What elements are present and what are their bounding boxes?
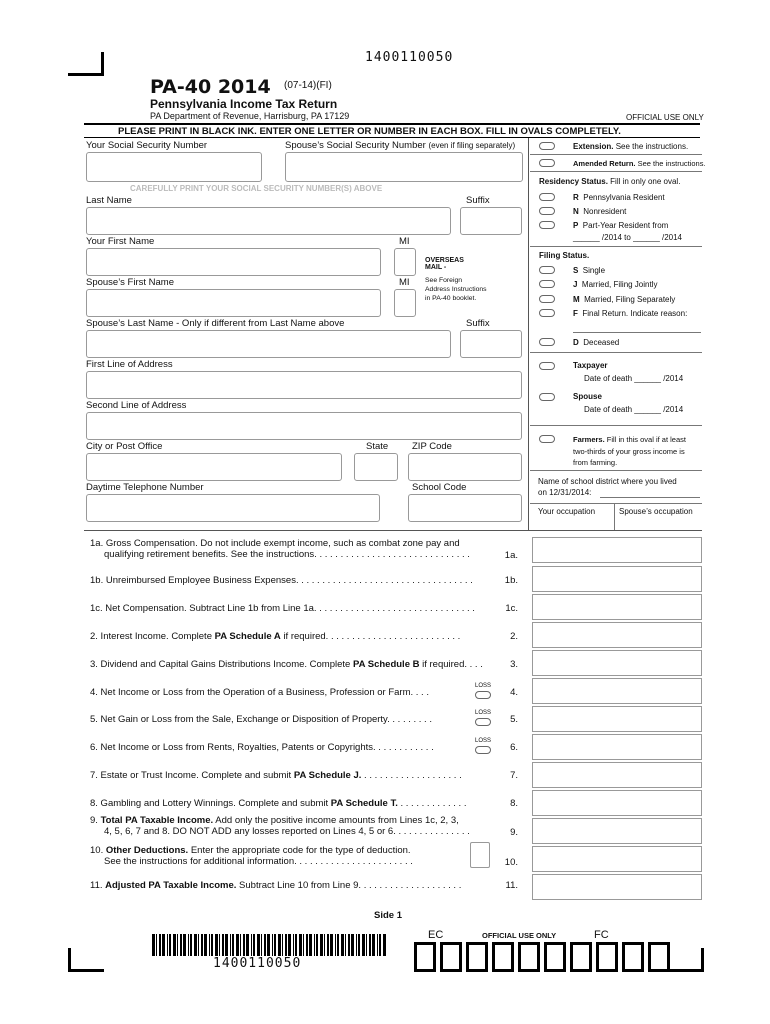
resident-n-oval[interactable] xyxy=(539,207,555,215)
income-line-text-cont: 4, 5, 6, 7 and 8. DO NOT ADD any losses reported on Lines 4, 5 or 6. . . . . . . . . . . . . . . xyxy=(104,826,470,837)
amount-input-9[interactable] xyxy=(532,818,702,844)
income-line-text-cont: qualifying retirement benefits. See the instructions. . . . . . . . . . . . . . . . . . . . . . . . . . . . . . xyxy=(104,549,470,560)
suffix-input[interactable] xyxy=(460,207,522,235)
income-line-text: 1b. Unreimbursed Employee Business Expenses. . . . . . . . . . . . . . . . . . . . . . . . . . . . . . . . . . xyxy=(90,575,473,586)
filing-m-label: M Married, Filing Separately xyxy=(573,295,676,304)
line-number: 2. xyxy=(510,631,518,642)
income-line-text: 11. Adjusted PA Taxable Income. Subtract Line 10 from Line 9. . . . . . . . . . . . . . . . . . . . xyxy=(90,880,462,891)
line-number: 4. xyxy=(510,687,518,698)
income-line-11 xyxy=(90,815,530,839)
barcode-bar xyxy=(159,934,161,956)
resident-r-label: R Pennsylvania Resident xyxy=(573,193,665,202)
barcode-bar xyxy=(285,934,287,956)
official-use-box xyxy=(440,942,462,972)
barcode-bar xyxy=(190,934,192,956)
extension-label: Extension. See the instructions. xyxy=(573,142,689,151)
income-line-13 xyxy=(90,880,530,892)
barcode-bar xyxy=(188,934,189,956)
official-use-top: OFFICIAL USE ONLY xyxy=(626,113,704,122)
barcode-bar xyxy=(236,934,239,956)
income-line-7 xyxy=(90,714,530,726)
form-version: (07-14)(FI) xyxy=(284,80,332,91)
official-use-footer: OFFICIAL USE ONLY xyxy=(482,931,557,940)
barcode-bar xyxy=(306,934,308,956)
registration-mark-top-left xyxy=(68,52,104,76)
rule xyxy=(530,470,702,471)
barcode-bar xyxy=(156,934,157,956)
barcode-bar xyxy=(316,934,318,956)
school-district-label: Name of school district where you lived on 12/31/2014: xyxy=(538,477,677,497)
barcode-bar xyxy=(152,934,155,956)
filing-s-oval[interactable] xyxy=(539,266,555,274)
barcode-bar xyxy=(240,934,241,956)
income-line-text: 8. Gambling and Lottery Winnings. Complete and submit PA Schedule T. . . . . . . . . . . . . . xyxy=(90,798,467,809)
rule xyxy=(530,246,702,247)
resident-p-label: P Part-Year Resident from xyxy=(573,221,669,230)
line-number: 6. xyxy=(510,742,518,753)
barcode-bar xyxy=(204,934,207,956)
barcode-bar xyxy=(211,934,213,956)
taxpayer-death-label: Date of death ______ /2014 xyxy=(584,374,684,383)
amount-input-1a[interactable] xyxy=(532,537,702,563)
amount-input-10[interactable] xyxy=(532,846,702,872)
taxpayer-label: Taxpayer xyxy=(573,361,608,370)
barcode-bar xyxy=(232,934,234,956)
farmers-label: Farmers. Fill in this oval if at least two-thirds of your gross income is from farming. xyxy=(573,435,686,467)
barcode-bar xyxy=(261,934,262,956)
zip-label: ZIP Code xyxy=(412,441,452,452)
official-use-box xyxy=(596,942,618,972)
amount-input-1b[interactable] xyxy=(532,566,702,592)
barcode-bar xyxy=(246,934,249,956)
resident-r-oval[interactable] xyxy=(539,193,555,201)
spouse-suffix-label: Suffix xyxy=(466,318,490,329)
rule xyxy=(530,425,702,426)
income-line-text-cont: See the instructions for additional information. . . . . . . . . . . . . . . . . . . . . . . xyxy=(104,856,413,867)
income-line-8 xyxy=(90,742,530,754)
registration-mark-bottom-right xyxy=(668,948,704,972)
side-label: Side 1 xyxy=(374,910,402,921)
barcode-bar xyxy=(282,934,283,956)
barcode-bar xyxy=(183,934,186,956)
barcode-bar xyxy=(267,934,270,956)
barcode-bar xyxy=(243,934,245,956)
amount-input-8[interactable] xyxy=(532,790,702,816)
income-line-text: 2. Interest Income. Complete PA Schedule A if required. . . . . . . . . . . . . . . . . . . . . . . . . . xyxy=(90,631,461,642)
income-line-6 xyxy=(90,687,530,699)
state-input[interactable] xyxy=(354,453,398,481)
line-number: 7. xyxy=(510,770,518,781)
amount-input-5[interactable] xyxy=(532,706,702,732)
line-number: 8. xyxy=(510,798,518,809)
barcode-bar xyxy=(362,934,365,956)
barcode-bar xyxy=(293,934,294,956)
income-line-text: 6. Net Income or Loss from Rents, Royalties, Patents or Copyrights. . . . . . . . . . . . xyxy=(90,742,434,753)
barcode-bar xyxy=(177,934,178,956)
last-name-label: Last Name xyxy=(86,195,132,206)
barcode-bar xyxy=(309,934,312,956)
registration-mark-top-right xyxy=(668,52,704,76)
amended-oval[interactable] xyxy=(539,159,555,167)
amount-input-11[interactable] xyxy=(532,874,702,900)
form-title: PA-40 2014 xyxy=(150,76,271,98)
income-line-text: 5. Net Gain or Loss from the Sale, Exchange or Disposition of Property. . . . . . . . . xyxy=(90,714,432,725)
first-name-input[interactable] xyxy=(86,248,381,276)
deceased-oval[interactable] xyxy=(539,338,555,346)
official-use-box xyxy=(622,942,644,972)
official-use-box xyxy=(570,942,592,972)
barcode-bar xyxy=(366,934,367,956)
spouse-mi-input[interactable] xyxy=(394,289,416,317)
barcode-bar xyxy=(327,934,329,956)
rule xyxy=(530,503,702,504)
overseas-title: OVERSEAS MAIL - xyxy=(425,257,464,271)
barcode-bar xyxy=(264,934,266,956)
ec-label: EC xyxy=(428,929,444,941)
address1-input[interactable] xyxy=(86,371,522,399)
school-code-input[interactable] xyxy=(408,494,522,522)
amount-input-4[interactable] xyxy=(532,678,702,704)
spouse-ssn-label: Spouse’s Social Security Number (even if filing separately) xyxy=(285,140,516,151)
spouse-last-input[interactable] xyxy=(86,330,451,358)
amount-input-3[interactable] xyxy=(532,650,702,676)
barcode-bar xyxy=(162,934,165,956)
barcode-bar xyxy=(288,934,291,956)
income-line-text: 9. Total PA Taxable Income. Add only the positive income amounts from Lines 1c, 2, 3, xyxy=(90,815,459,826)
amount-input-2[interactable] xyxy=(532,622,702,648)
resident-n-label: N Nonresident xyxy=(573,207,627,216)
income-line-9 xyxy=(90,770,530,782)
barcode-bar xyxy=(303,934,304,956)
ssn-input[interactable] xyxy=(86,152,262,182)
barcode-bar xyxy=(337,934,339,956)
extension-oval[interactable] xyxy=(539,142,555,150)
barcode-bar xyxy=(299,934,302,956)
section-rule xyxy=(84,530,702,531)
filing-j-label: J Married, Filing Jointly xyxy=(573,280,658,289)
rule xyxy=(530,352,702,353)
filing-f-oval[interactable] xyxy=(539,309,555,317)
income-line-text: 7. Estate or Trust Income. Complete and submit PA Schedule J. . . . . . . . . . . . . . . . . . . . xyxy=(90,770,462,781)
income-line-text: 4. Net Income or Loss from the Operation of a Business, Profession or Farm. . . . xyxy=(90,687,429,698)
income-line-5 xyxy=(90,659,530,671)
loss-oval[interactable] xyxy=(475,746,491,754)
barcode-bar xyxy=(230,934,231,956)
barcode-bar xyxy=(356,934,357,956)
loss-label: LOSS xyxy=(475,738,492,744)
barcode-bar xyxy=(209,934,210,956)
barcode-bar xyxy=(341,934,344,956)
rule xyxy=(614,503,615,530)
barcode-bar xyxy=(335,934,336,956)
barcode-bar xyxy=(358,934,360,956)
line-number: 1a. xyxy=(504,550,518,561)
income-line-4 xyxy=(90,631,530,643)
line-number: 10. xyxy=(504,857,518,868)
rule xyxy=(530,154,702,155)
address2-label: Second Line of Address xyxy=(86,400,187,411)
barcode-bar xyxy=(215,934,218,956)
official-use-box xyxy=(518,942,540,972)
suffix-label: Suffix xyxy=(466,195,490,206)
school-district-input[interactable] xyxy=(600,497,700,498)
amount-input-1c[interactable] xyxy=(532,594,702,620)
overseas-text: See Foreign Address Instructions in PA-40 booklet. xyxy=(425,277,487,302)
city-label: City or Post Office xyxy=(86,441,163,452)
farmers-oval[interactable] xyxy=(539,435,555,443)
barcode-number: 1400110050 xyxy=(213,956,302,971)
income-line-1 xyxy=(90,538,530,562)
income-line-3 xyxy=(90,603,530,615)
barcode-bar xyxy=(314,934,315,956)
phone-label: Daytime Telephone Number xyxy=(86,482,204,493)
filing-j-oval[interactable] xyxy=(539,280,555,288)
spouse-ssn-input[interactable] xyxy=(285,152,523,182)
income-line-text: 3. Dividend and Capital Gains Distributions Income. Complete PA Schedule B if required. . . . xyxy=(90,659,483,670)
official-use-box xyxy=(466,942,488,972)
spouse-occupation-label: Spouse’s occupation xyxy=(619,507,693,516)
barcode-bar xyxy=(274,934,276,956)
barcode-bar xyxy=(379,934,381,956)
barcode-bar xyxy=(295,934,297,956)
barcode-bar xyxy=(348,934,350,956)
filing-s-label: S Single xyxy=(573,266,606,275)
filing-m-oval[interactable] xyxy=(539,295,555,303)
barcode-bar xyxy=(225,934,228,956)
official-use-box xyxy=(544,942,566,972)
line-number: 5. xyxy=(510,714,518,725)
banner-rule xyxy=(84,137,700,138)
line-number: 1b. xyxy=(504,575,518,586)
resident-p-oval[interactable] xyxy=(539,221,555,229)
income-line-2 xyxy=(90,575,530,587)
part-year-dates: ______ /2014 to ______ /2014 xyxy=(573,233,683,242)
state-label: State xyxy=(366,441,389,452)
official-use-box xyxy=(414,942,436,972)
form-subtitle: Pennsylvania Income Tax Return xyxy=(150,97,338,111)
deceased-label: D Deceased xyxy=(573,338,620,347)
instructions-banner: PLEASE PRINT IN BLACK INK. ENTER ONE LETTER OR NUMBER IN EACH BOX. FILL IN OVALS COMPLETELY. xyxy=(118,126,621,137)
barcode-bar xyxy=(377,934,378,956)
amount-input-7[interactable] xyxy=(532,762,702,788)
barcode-bar xyxy=(383,934,386,956)
amended-label: Amended Return. See the instructions. xyxy=(573,159,706,168)
barcode-bar xyxy=(330,934,333,956)
spouse-death-label: Date of death ______ /2014 xyxy=(584,405,684,414)
barcode-bar xyxy=(201,934,203,956)
line-number: 9. xyxy=(510,827,518,838)
spouse-label: Spouse xyxy=(573,392,602,401)
deduction-code-input[interactable] xyxy=(470,842,490,868)
barcode-bar xyxy=(345,934,346,956)
school-code-label: School Code xyxy=(412,482,467,493)
occupation-label: Your occupation xyxy=(538,507,596,516)
spouse-suffix-input[interactable] xyxy=(460,330,522,358)
spouse-last-label: Spouse’s Last Name - Only if different from Last Name above xyxy=(86,318,345,329)
barcode-bar xyxy=(253,934,255,956)
mi-input[interactable] xyxy=(394,248,416,276)
income-line-text: 1c. Net Compensation. Subtract Line 1b from Line 1a. . . . . . . . . . . . . . . . . . . . . . . . . . . . . . . xyxy=(90,603,475,614)
barcode-bar xyxy=(198,934,199,956)
loss-label: LOSS xyxy=(475,710,492,716)
amount-input-6[interactable] xyxy=(532,734,702,760)
barcode-bar xyxy=(194,934,197,956)
taxpayer-deceased-oval[interactable] xyxy=(539,362,555,370)
barcode-bar xyxy=(351,934,354,956)
barcode-bar xyxy=(369,934,371,956)
line-number: 3. xyxy=(510,659,518,670)
last-name-input[interactable] xyxy=(86,207,451,235)
income-line-text: 10. Other Deductions. Enter the appropriate code for the type of deduction. xyxy=(90,845,411,856)
income-line-10 xyxy=(90,798,530,810)
address2-input[interactable] xyxy=(86,412,522,440)
filing-status-title: Filing Status. xyxy=(539,251,590,260)
ssn-label: Your Social Security Number xyxy=(86,140,208,151)
barcode-bar xyxy=(219,934,220,956)
barcode-bar xyxy=(257,934,260,956)
spouse-first-input[interactable] xyxy=(86,289,381,317)
barcode-bar xyxy=(167,934,168,956)
line-number: 1c. xyxy=(505,603,518,614)
doc-id-top: 1400110050 xyxy=(365,50,454,65)
barcode-bar xyxy=(272,934,273,956)
barcode-bar xyxy=(324,934,325,956)
rule xyxy=(530,171,702,172)
department: PA Department of Revenue, Harrisburg, PA 17129 xyxy=(150,111,350,121)
spouse-deceased-oval[interactable] xyxy=(539,393,555,401)
phone-input[interactable] xyxy=(86,494,380,522)
barcode-bar xyxy=(372,934,375,956)
mi-label: MI xyxy=(399,236,410,247)
spouse-first-label: Spouse’s First Name xyxy=(86,277,174,288)
final-reason-line[interactable] xyxy=(573,332,701,333)
barcode-bar xyxy=(251,934,252,956)
barcode-bar xyxy=(169,934,171,956)
barcode-bar xyxy=(222,934,224,956)
first-name-label: Your First Name xyxy=(86,236,155,247)
barcode-bar xyxy=(173,934,176,956)
residency-label: Residency Status. Fill in only one oval. xyxy=(539,177,681,186)
income-line-text: 1a. Gross Compensation. Do not include exempt income, such as combat zone pay and xyxy=(90,538,460,549)
ssn-caption: CAREFULLY PRINT YOUR SOCIAL SECURITY NUMBER(S) ABOVE xyxy=(130,184,383,193)
income-line-12 xyxy=(90,845,530,869)
address1-label: First Line of Address xyxy=(86,359,173,370)
header-rule xyxy=(84,123,700,125)
barcode-bar xyxy=(278,934,281,956)
zip-input[interactable] xyxy=(408,453,522,481)
registration-mark-bottom-left xyxy=(68,948,104,972)
loss-oval[interactable] xyxy=(475,691,491,699)
line-number: 11. xyxy=(505,880,518,891)
official-use-box xyxy=(492,942,514,972)
right-panel-divider xyxy=(528,138,529,530)
barcode xyxy=(152,934,388,958)
spouse-mi-label: MI xyxy=(399,277,410,288)
barcode-bar xyxy=(180,934,182,956)
barcode-bar xyxy=(320,934,323,956)
filing-f-label: F Final Return. Indicate reason: xyxy=(573,309,688,318)
city-input[interactable] xyxy=(86,453,342,481)
loss-oval[interactable] xyxy=(475,718,491,726)
loss-label: LOSS xyxy=(475,683,492,689)
official-use-box xyxy=(648,942,670,972)
fc-label: FC xyxy=(594,929,609,941)
